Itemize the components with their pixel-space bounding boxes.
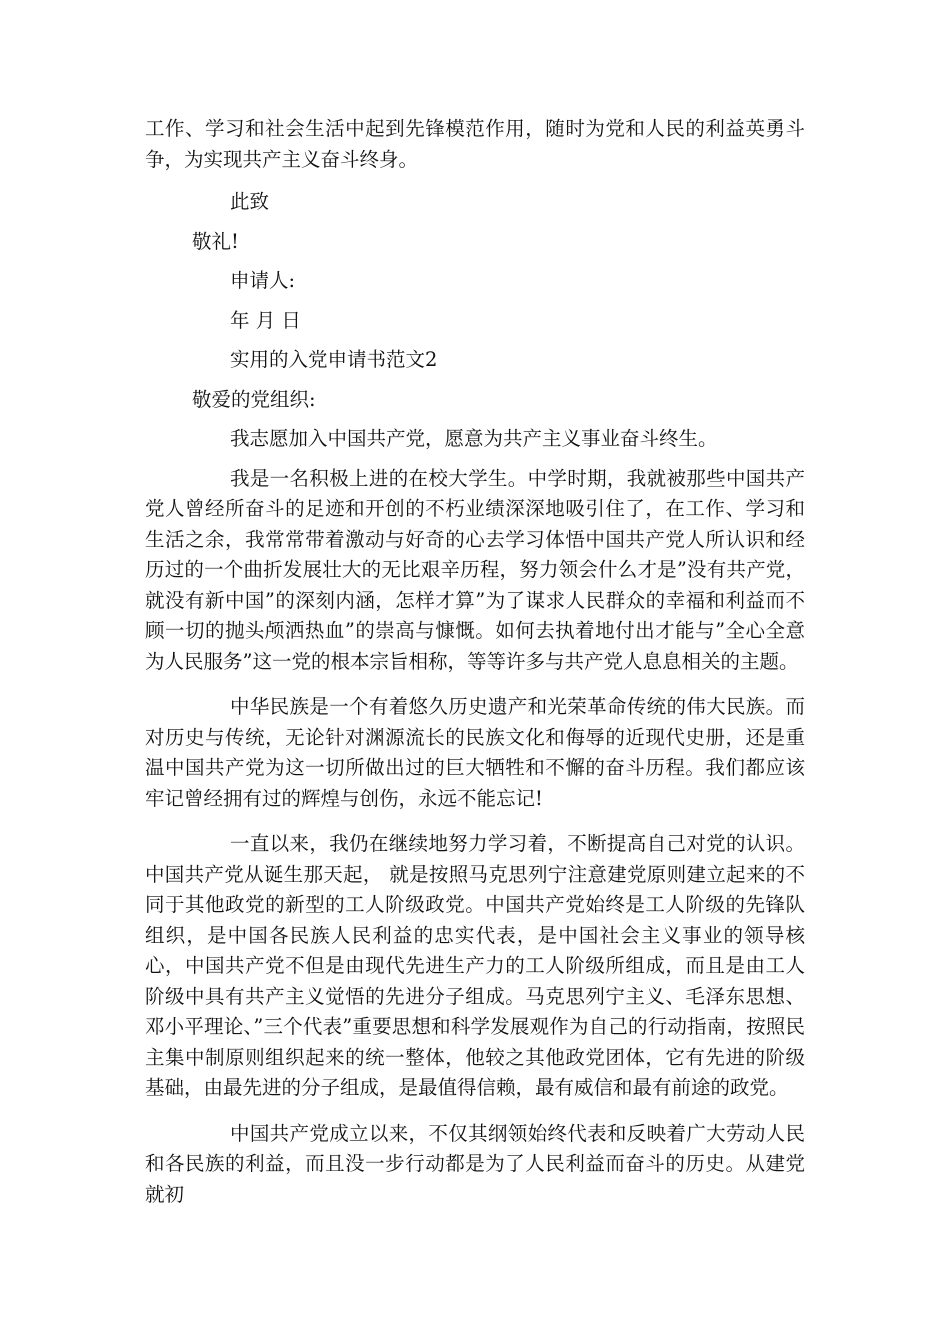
paragraph-student: 我是一名积极上进的在校大学生。中学时期，我就被那些中国共产党人曾经所奋斗的足迹和开创的不朽业绩深深地吸引住了，在工作、学习和生活之余，我常常带着激动与好奇的心去学习体悟中国共产党人所认识和经历过的一个曲折发展壮大的无比艰辛历程，努力领会什么才是”没有共产党，就没有新中国”的深刻内涵，怎样才算”为了谋求人民群众的幸福和利益而不顾一切的抛头颅洒热血”的崇高与慷慨。如何去执着地付出才能与”全心全意为人民服务”这一党的根本宗旨相称，等等许多与共产党人息息相关的主题。 xyxy=(145,466,805,673)
date-label: 年 月 日 xyxy=(230,308,301,332)
paragraph-nation: 中华民族是一个有着悠久历史遗产和光荣革命传统的伟大民族。而对历史与传统，无论针对渊源流长的民族文化和侮辱的近现代史册，还是重温中国共产党为这一切所做出过的巨大牺牲和不懈的奋斗历程。我们都应该牢记曾经拥有过的辉煌与创伤，永远不能忘记! xyxy=(145,695,805,810)
paragraph-intent: 我志愿加入中国共产党，愿意为共产主义事业奋斗终生。 xyxy=(230,427,718,450)
closing-text: 此致 xyxy=(230,190,270,213)
document-page xyxy=(145,114,805,1210)
greeting-text: 敬爱的党组织: xyxy=(192,387,316,411)
paragraph-party: 一直以来，我仍在继续地努力学习着，不断提高自己对党的认识。中国共产党从诞生那天起， 就是按照马克思列宁注意建党原则建立起来的不同于其他政党的新型的工人阶级政党。中国共产党始终是工人阶级的先锋队组织，是中国各民族人民利益的忠实代表，是中国社会主义事业的领导核心，中国共产党不但是由现代先进生产力的工人阶级所组成，而且是由工人阶级中具有共产主义觉悟的先进分子组成。马克思列宁主义、毛泽东思想、邓小平理论、”三个代表”重要思想和科学发展观作为自己的行动指南，按照民主集中制原则组织起来的统一整体，他较之其他政党团体，它有先进的阶级基础，由最先进的分子组成，是最值得信赖，最有威信和最有前途的政党。 xyxy=(145,832,805,1099)
section-title: 实用的入党申请书范文2 xyxy=(230,348,438,371)
applicant-label: 申请人: xyxy=(230,269,296,292)
paragraph-history: 中国共产党成立以来，不仅其纲领始终代表和反映着广大劳动人民和各民族的利益，而且没一步行动都是为了人民利益而奋斗的历史。从建党就初 xyxy=(145,1121,805,1206)
salute-text: 敬礼! xyxy=(192,229,239,253)
paragraph-continued: 工作、学习和社会生活中起到先锋模范作用，随时为党和人民的利益英勇斗争，为实现共产主义奋斗终身。 xyxy=(145,117,805,171)
